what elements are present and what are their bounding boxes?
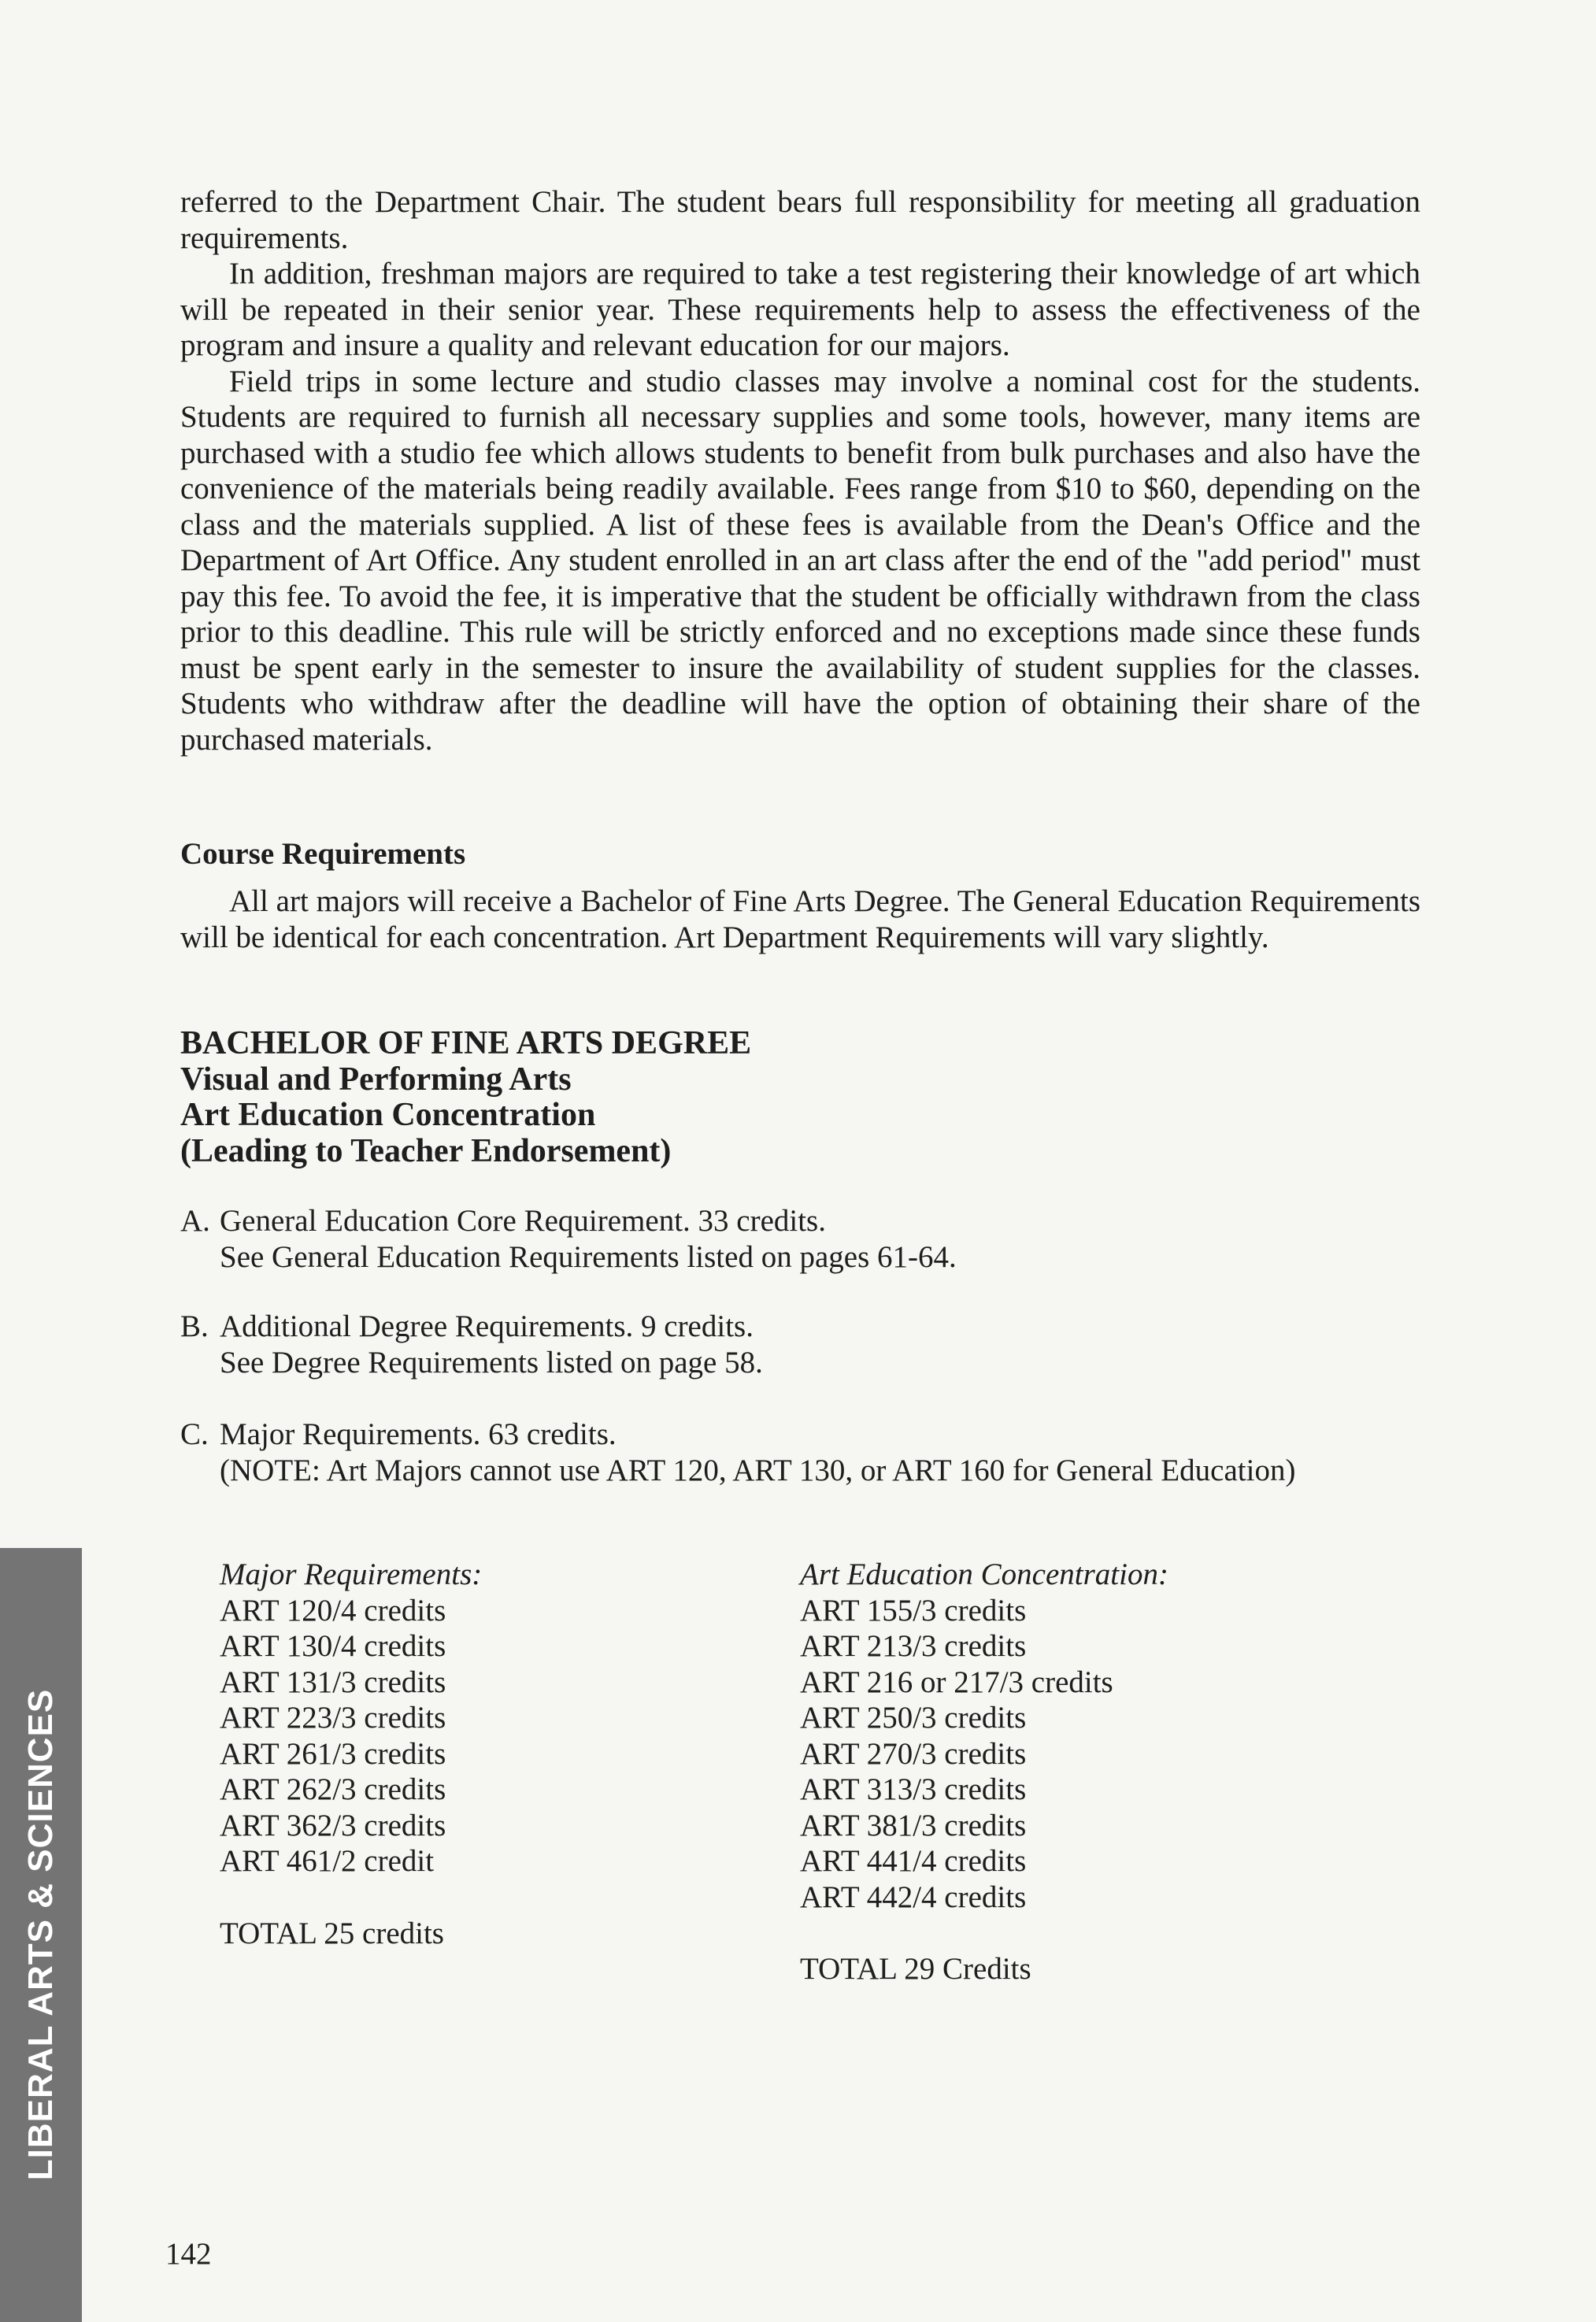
list-item: ART 216 or 217/3 credits: [800, 1665, 1113, 1699]
degree-subtitle-2: Art Education Concentration: [180, 1097, 596, 1133]
major-requirements-title: Major Requirements:: [220, 1557, 483, 1591]
degree-subtitle-1: Visual and Performing Arts: [180, 1061, 572, 1098]
requirement-c: [180, 1417, 1420, 1488]
requirement-b: [180, 1309, 1420, 1380]
list-item: ART 250/3 credits: [800, 1701, 1027, 1735]
requirement-letter: C.: [180, 1417, 209, 1451]
degree-subtitle-3: (Leading to Teacher Endorsement): [180, 1132, 672, 1169]
major-requirements-total: TOTAL 25 credits: [220, 1916, 444, 1950]
paragraph-1: referred to the Department Chair. The student bears full responsibility for meeting all graduation requirements.: [180, 185, 1420, 255]
list-item: ART 381/3 credits: [800, 1808, 1027, 1842]
list-item: ART 130/4 credits: [220, 1629, 446, 1663]
list-item: ART 262/3 credits: [220, 1772, 446, 1806]
requirement-line: Major Requirements. 63 credits.: [220, 1417, 617, 1451]
course-requirements-text: All art majors will receive a Bachelor of Fine Arts Degree. The General Education Requirements will be identical for each concentration. Art Department Requirements will vary slightly.: [180, 884, 1420, 954]
section-side-tab-label: LIBERAL ARTS & SCIENCES: [21, 1688, 60, 2181]
degree-title: BACHELOR OF FINE ARTS DEGREE: [180, 1025, 752, 1061]
degree-heading: [180, 1026, 751, 1169]
page-number: 142: [165, 2237, 212, 2271]
concentration-list: [800, 1557, 1168, 1987]
requirement-line: See General Education Requirements listed on pages 61-64.: [220, 1239, 957, 1274]
list-item: ART 213/3 credits: [800, 1629, 1027, 1663]
list-item: ART 223/3 credits: [220, 1701, 446, 1735]
concentration-title: Art Education Concentration:: [800, 1557, 1168, 1591]
requirement-letter: B.: [180, 1309, 209, 1343]
list-item: ART 131/3 credits: [220, 1665, 446, 1699]
paragraph-2: In addition, freshman majors are required to take a test registering their knowledge of art which will be repeated in their senior year. These requirements help to assess the effectiveness of the program and insure a quality and relevant education for our majors.: [180, 257, 1420, 362]
major-requirements-list: [220, 1557, 482, 1951]
course-requirements-heading: Course Requirements: [180, 837, 466, 871]
list-item: ART 313/3 credits: [800, 1772, 1027, 1806]
paragraph-3: Field trips in some lecture and studio classes may involve a nominal cost for the students. Students are required to furnish all necessary supplies and some tools, however, many items are purchased with a studio fee which allows students to benefit from bulk purchases and also have the convenience of the materials being readily available. Fees range from $10 to $60, depending on the class and the materials supplied. A list of these fees is available from the Dean's Office and the Department of Art Office. Any student enrolled in an art class after the end of the "add period" must pay this fee. To avoid the fee, it is imperative that the student be officially withdrawn from the class prior to this deadline. This rule will be strictly enforced and no exceptions made since these funds must be spent early in the semester to insure the availability of student supplies for the classes. Students who withdraw after the deadline will have the option of obtaining their share of the purchased materials.: [180, 364, 1420, 757]
list-item: ART 120/4 credits: [220, 1593, 446, 1628]
list-item: ART 442/4 credits: [800, 1879, 1027, 1914]
section-side-tab: [0, 1548, 82, 2322]
requirement-a: [180, 1203, 1420, 1275]
requirement-line: See Degree Requirements listed on page 58.: [220, 1345, 763, 1379]
requirement-letter: A.: [180, 1204, 210, 1238]
list-item: ART 261/3 credits: [220, 1736, 446, 1771]
intro-text: [180, 184, 1420, 757]
list-item: ART 270/3 credits: [800, 1736, 1027, 1771]
requirement-line: General Education Core Requirement. 33 credits.: [220, 1204, 826, 1238]
concentration-total: TOTAL 29 Credits: [800, 1952, 1031, 1986]
list-item: ART 155/3 credits: [800, 1593, 1027, 1628]
requirement-line: Additional Degree Requirements. 9 credits.: [220, 1309, 754, 1343]
list-item: ART 441/4 credits: [800, 1844, 1027, 1878]
list-item: ART 362/3 credits: [220, 1808, 446, 1842]
requirement-line: (NOTE: Art Majors cannot use ART 120, ART 130, or ART 160 for General Education): [220, 1453, 1296, 1487]
list-item: ART 461/2 credit: [220, 1844, 435, 1878]
